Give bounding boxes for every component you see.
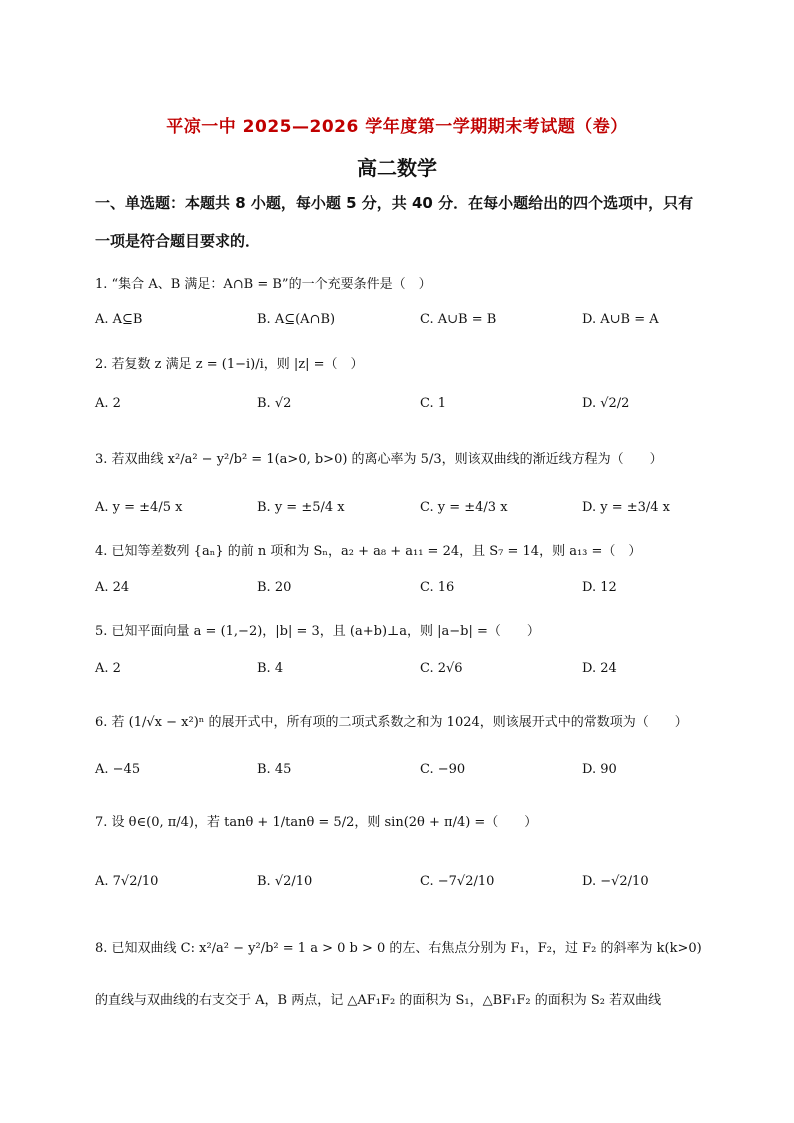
option-b: B. 20 [257,580,292,595]
question-6-options [95,762,715,786]
question-4-options [95,580,715,604]
option-a: A. y = ±4/5 x [95,500,183,515]
option-a: A. 2 [95,661,121,676]
option-a: A. −45 [95,762,141,777]
question-2-options [95,396,715,420]
option-c: C. 1 [420,396,447,411]
option-d: D. 12 [582,580,617,595]
question-5-options [95,661,715,685]
option-b: B. 4 [257,661,284,676]
question-3-options [95,500,715,524]
section-heading: 一、单选题：本题共 8 小题，每小题 5 分，共 40 分．在每小题给出的四个选项中，只有一项是符合题目要求的． [95,194,694,250]
option-b: B. √2/10 [257,874,313,889]
option-d: D. √2/2 [582,396,630,411]
question-4-stem: 4. 已知等差数列 {aₙ} 的前 n 项和为 Sₙ，a₂ + a₈ + a₁₁ = 24，且 S₇ = 14，则 a₁₃ =（ ） [95,544,642,559]
option-a: A. A⊆B [95,312,143,327]
option-c: C. −90 [420,762,466,777]
option-d: D. A∪B = A [582,312,659,327]
option-c: C. y = ±4/3 x [420,500,508,515]
option-c: C. 2√6 [420,661,463,676]
option-a: A. 7√2/10 [95,874,159,889]
question-6-stem: 6. 若 (1/√x − x²)ⁿ 的展开式中，所有项的二项式系数之和为 1024，则该展开式中的常数项为（ ） [95,715,688,730]
option-a: A. 2 [95,396,121,411]
question-1-stem: 1. “集合 A、B 满足：A∩B = B”的一个充要条件是（ ） [95,277,432,292]
option-d: D. 24 [582,661,617,676]
subject-title: 高二数学 [357,156,437,180]
option-b: B. √2 [257,396,292,411]
option-d: D. y = ±3/4 x [582,500,671,515]
question-2-stem: 2. 若复数 z 满足 z = (1−i)/i，则 |z| =（ ） [95,357,364,372]
question-3-stem: 3. 若双曲线 x²/a² − y²/b² = 1(a>0, b>0) 的离心率为 5/3，则该双曲线的渐近线方程为（ ） [95,452,663,467]
exam-title: 平凉一中 2025—2026 学年度第一学期期末考试题（卷） [166,117,628,137]
option-d: D. 90 [582,762,617,777]
question-7-options [95,874,715,898]
option-c: C. 16 [420,580,455,595]
option-b: B. 45 [257,762,292,777]
option-c: C. A∪B = B [420,312,497,327]
option-b: B. A⊆(A∩B) [257,312,336,327]
question-8-continuation: 的直线与双曲线的右支交于 A，B 两点，记 △AF₁F₂ 的面积为 S₁，△BF₁F₂ 的面积为 S₂ 若双曲线 [95,993,662,1008]
option-b: B. y = ±5/4 x [257,500,345,515]
question-5-stem: 5. 已知平面向量 a = (1,−2)，|b| = 3，且 (a+b)⊥a，则 |a−b| =（ ） [95,624,540,639]
question-8-stem: 8. 已知双曲线 C: x²/a² − y²/b² = 1 a > 0 b > 0 的左、右焦点分别为 F₁，F₂，过 F₂ 的斜率为 k(k>0) [95,941,702,956]
question-7-stem: 7. 设 θ∈(0, π/4)，若 tanθ + 1/tanθ = 5/2，则 sin(2θ + π/4) =（ ） [95,815,538,830]
question-1-options [95,312,715,336]
option-a: A. 24 [95,580,130,595]
option-c: C. −7√2/10 [420,874,495,889]
option-d: D. −√2/10 [582,874,649,889]
